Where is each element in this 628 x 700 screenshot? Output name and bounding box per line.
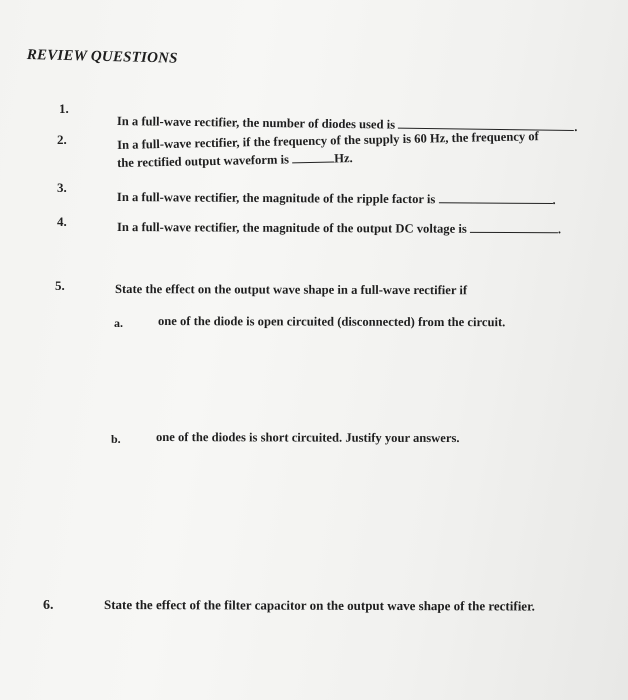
- question-5b-text: one of the diodes is short circuited. Justify your answers.: [155, 430, 460, 446]
- question-3-period: .: [552, 193, 556, 208]
- question-5-text: State the effect on the output wave shape in a full-wave rectifier if: [114, 282, 468, 298]
- question-2-answer-blank[interactable]: [292, 151, 334, 163]
- question-3-number: 3.: [57, 180, 67, 195]
- question-2-number: 2.: [57, 132, 67, 147]
- question-1-period: .: [574, 119, 578, 135]
- page-title: REVIEW QUESTIONS: [26, 47, 178, 67]
- question-4-prompt: In a full-wave rectifier, the magnitude of the output DC voltage is: [116, 220, 467, 236]
- question-1-number: 1.: [59, 101, 69, 116]
- question-6-number: 6.: [43, 598, 54, 613]
- question-2-line-2: [117, 151, 353, 171]
- question-1-answer-blank[interactable]: [398, 118, 574, 131]
- question-2-line-1: In a full-wave rectifier, if the frequency of the supply is 60 Hz, the frequency of: [117, 129, 539, 152]
- question-1-prompt: In a full-wave rectifier, the number of diodes used is: [116, 114, 396, 132]
- question-5b-label: b.: [111, 432, 121, 446]
- question-4-period: .: [557, 222, 562, 237]
- question-3-text: [117, 190, 556, 208]
- question-5a-label: a.: [114, 316, 123, 330]
- question-6-text: State the effect of the filter capacitor on the output wave shape of the rectifier.: [103, 597, 535, 614]
- question-4-number: 4.: [57, 214, 67, 229]
- question-2-unit: Hz.: [333, 151, 353, 166]
- question-3-answer-blank[interactable]: [438, 192, 552, 204]
- question-4-answer-blank[interactable]: [470, 222, 558, 233]
- question-4-text: [117, 220, 561, 237]
- question-2-prompt: the rectified output waveform is: [117, 152, 290, 170]
- question-3-prompt: In a full-wave rectifier, the magnitude of the ripple factor is: [116, 190, 436, 207]
- question-5a-text: one of the diode is open circuited (disconnected) from the circuit.: [157, 314, 506, 330]
- question-5-number: 5.: [55, 278, 65, 293]
